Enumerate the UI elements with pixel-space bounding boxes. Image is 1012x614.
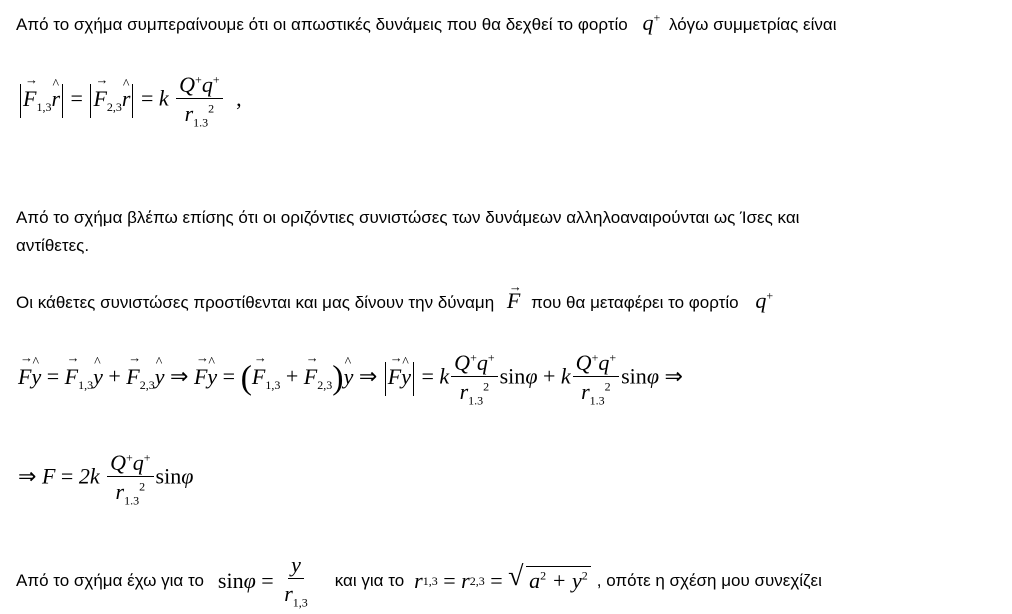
charge-q-symbol: q+: [642, 10, 661, 35]
paragraph-2-line-2: αντίθετες.: [16, 236, 90, 255]
paragraph-2: [16, 205, 799, 231]
paragraph-1-text: Από το σχήμα συμπεραίνουμε ότι οι απωστικές δυνάμεις που θα δεχθεί το φορτίο: [16, 15, 628, 34]
paragraph-4-text-a: Από το σχήμα έχω για το: [16, 570, 204, 590]
paragraph-3-text: Οι κάθετες συνιστώσες προστίθενται και μας δίνουν την δύναμη: [16, 293, 495, 312]
paragraph-3-mid: που θα μεταφέρει το φορτίο: [531, 293, 739, 312]
paragraph-4: [16, 552, 822, 609]
sin-phi-definition: sin φ = $\frac{y}{r_{1,3}}$: [217, 552, 308, 610]
paragraph-1: [16, 10, 837, 38]
equation-3: ⇒ F = 2k $\frac{Q^+q^+}{r_{1.3}^2}$ sinφ: [18, 450, 194, 508]
paragraph-2b: [16, 233, 89, 259]
r-definition: r 1,3 = r 2,3 = √ $a^2 + y^2$: [414, 566, 591, 595]
equation-1: → $F_{1,3}\^{}$ r = → $F_{2,3}\^{}$ r = k $\frac{Q^+q^+}{r_{1.3}^2}$ ,: [18, 72, 242, 129]
paragraph-1-end: λόγω συμμετρίας είναι: [668, 15, 837, 34]
force-F-symbol: → F: [507, 288, 520, 314]
charge-q-symbol-2: q+: [755, 288, 774, 313]
paragraph-4-text-b: και για το: [334, 570, 405, 590]
equation-2: → F^ y = → $F_{1,3}\^{}$ y + → $F_{2,3}\^{}$ y ⇒ → F^ y = (→ $F_{1,3}$ + → $F_{2,3})\^{}$ y ⇒ → F^ y = k $\frac{Q^+q^+}{r_{1.3}^2}$ sinφ + k $\frac{Q^+q^+}{r_{1.3}^2}$ sinφ ⇒: [18, 350, 683, 407]
paragraph-2-line-1: Από το σχήμα βλέπω επίσης ότι οι οριζόντιες συνιστώσες των δυνάμεων αλληλοαναιρούνται ως Ίσες και: [16, 208, 800, 227]
paragraph-3: [16, 288, 773, 316]
paragraph-4-text-c: , οπότε η σχέση μου συνεχίζει: [596, 570, 822, 590]
